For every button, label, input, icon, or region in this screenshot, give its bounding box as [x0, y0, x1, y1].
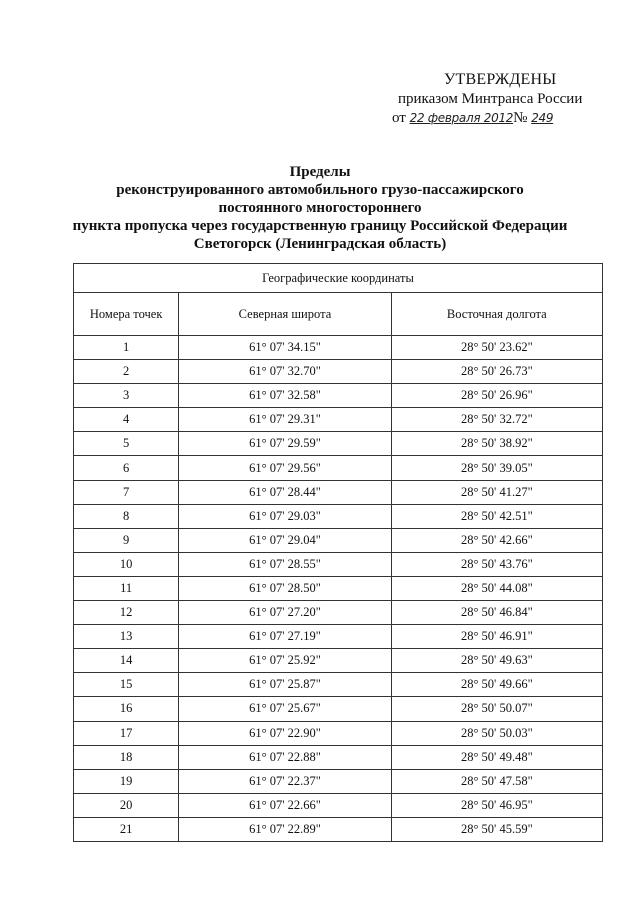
number-prefix: № — [513, 110, 528, 126]
cell-longitude: 28° 50' 44.08" — [391, 576, 602, 600]
table-row — [74, 552, 603, 576]
cell-latitude: 61° 07' 25.87" — [179, 673, 391, 697]
cell-latitude: 61° 07' 22.89" — [179, 817, 391, 841]
cell-longitude: 28° 50' 49.63" — [391, 649, 602, 673]
heading-line: реконструированного автомобильного грузо-пассажирского — [116, 182, 524, 198]
cell-longitude: 28° 50' 46.84" — [391, 601, 602, 625]
cell-point-number: 2 — [74, 360, 179, 384]
cell-point-number: 3 — [74, 384, 179, 408]
table-row — [74, 504, 603, 528]
table-row — [74, 817, 603, 841]
cell-point-number: 17 — [74, 721, 179, 745]
cell-point-number: 21 — [74, 817, 179, 841]
cell-point-number: 13 — [74, 625, 179, 649]
cell-point-number: 18 — [74, 745, 179, 769]
cell-latitude: 61° 07' 22.90" — [179, 721, 391, 745]
heading-line: Светогорск (Ленинградская область) — [193, 236, 447, 252]
cell-longitude: 28° 50' 39.05" — [391, 456, 602, 480]
cell-latitude: 61° 07' 25.67" — [179, 697, 391, 721]
table-row — [74, 384, 603, 408]
table-row — [74, 360, 603, 384]
cell-longitude: 28° 50' 32.72" — [391, 408, 602, 432]
table-row — [74, 432, 603, 456]
table-row — [74, 745, 603, 769]
approval-order-text: приказом Минтранса России — [398, 91, 583, 107]
cell-latitude: 61° 07' 29.59" — [179, 432, 391, 456]
heading-line: постоянного многостороннего — [218, 200, 422, 216]
cell-latitude: 61° 07' 22.88" — [179, 745, 391, 769]
table-row — [74, 336, 603, 360]
cell-longitude: 28° 50' 38.92" — [391, 432, 602, 456]
cell-point-number: 11 — [74, 576, 179, 600]
table-row — [74, 673, 603, 697]
table-row — [74, 408, 603, 432]
table-row — [74, 769, 603, 793]
table-body — [74, 336, 603, 842]
column-header-longitude: Восточная долгота — [391, 293, 602, 336]
cell-point-number: 20 — [74, 793, 179, 817]
cell-longitude: 28° 50' 43.76" — [391, 552, 602, 576]
date-prefix: от — [392, 110, 406, 126]
cell-latitude: 61° 07' 28.50" — [179, 576, 391, 600]
cell-latitude: 61° 07' 29.56" — [179, 456, 391, 480]
document-heading — [40, 163, 600, 253]
cell-longitude: 28° 50' 26.96" — [391, 384, 602, 408]
cell-latitude: 61° 07' 25.92" — [179, 649, 391, 673]
table-row — [74, 697, 603, 721]
cell-latitude: 61° 07' 34.15" — [179, 336, 391, 360]
cell-point-number: 7 — [74, 480, 179, 504]
cell-latitude: 61° 07' 32.58" — [179, 384, 391, 408]
cell-point-number: 8 — [74, 504, 179, 528]
cell-longitude: 28° 50' 42.66" — [391, 528, 602, 552]
cell-longitude: 28° 50' 42.51" — [391, 504, 602, 528]
cell-point-number: 16 — [74, 697, 179, 721]
cell-point-number: 1 — [74, 336, 179, 360]
cell-longitude: 28° 50' 50.07" — [391, 697, 602, 721]
table-row — [74, 649, 603, 673]
table-row — [74, 721, 603, 745]
cell-point-number: 10 — [74, 552, 179, 576]
handwritten-date: 22 февраля 2012 — [409, 111, 514, 125]
cell-longitude: 28° 50' 49.66" — [391, 673, 602, 697]
cell-point-number: 5 — [74, 432, 179, 456]
table-row — [74, 528, 603, 552]
cell-longitude: 28° 50' 49.48" — [391, 745, 602, 769]
cell-latitude: 61° 07' 32.70" — [179, 360, 391, 384]
table-row — [74, 576, 603, 600]
cell-point-number: 6 — [74, 456, 179, 480]
cell-longitude: 28° 50' 46.95" — [391, 793, 602, 817]
cell-longitude: 28° 50' 23.62" — [391, 336, 602, 360]
cell-point-number: 19 — [74, 769, 179, 793]
cell-latitude: 61° 07' 27.20" — [179, 601, 391, 625]
heading-line: пункта пропуска через государственную границу Российской Федерации — [72, 218, 568, 234]
cell-latitude: 61° 07' 22.66" — [179, 793, 391, 817]
cell-latitude: 61° 07' 28.55" — [179, 552, 391, 576]
approval-title: УТВЕРЖДЕНЫ — [444, 71, 557, 88]
table-row — [74, 601, 603, 625]
cell-longitude: 28° 50' 26.73" — [391, 360, 602, 384]
cell-latitude: 61° 07' 29.04" — [179, 528, 391, 552]
column-header-latitude: Северная широта — [179, 293, 391, 336]
approval-date-line — [392, 109, 553, 128]
cell-point-number: 12 — [74, 601, 179, 625]
cell-longitude: 28° 50' 41.27" — [391, 480, 602, 504]
cell-latitude: 61° 07' 28.44" — [179, 480, 391, 504]
cell-latitude: 61° 07' 27.19" — [179, 625, 391, 649]
cell-latitude: 61° 07' 29.31" — [179, 408, 391, 432]
cell-point-number: 4 — [74, 408, 179, 432]
cell-longitude: 28° 50' 46.91" — [391, 625, 602, 649]
table-row — [74, 480, 603, 504]
cell-longitude: 28° 50' 50.03" — [391, 721, 602, 745]
cell-longitude: 28° 50' 45.59" — [391, 817, 602, 841]
cell-latitude: 61° 07' 29.03" — [179, 504, 391, 528]
heading-line: Пределы — [289, 164, 351, 180]
cell-point-number: 15 — [74, 673, 179, 697]
cell-point-number: 14 — [74, 649, 179, 673]
table-row — [74, 793, 603, 817]
column-header-point: Номера точек — [74, 293, 179, 336]
cell-longitude: 28° 50' 47.58" — [391, 769, 602, 793]
cell-point-number: 9 — [74, 528, 179, 552]
cell-latitude: 61° 07' 22.37" — [179, 769, 391, 793]
table-row — [74, 625, 603, 649]
table-row — [74, 456, 603, 480]
coordinates-table — [73, 263, 603, 842]
handwritten-number: 249 — [531, 111, 554, 125]
table-group-header: Географические координаты — [74, 264, 603, 293]
